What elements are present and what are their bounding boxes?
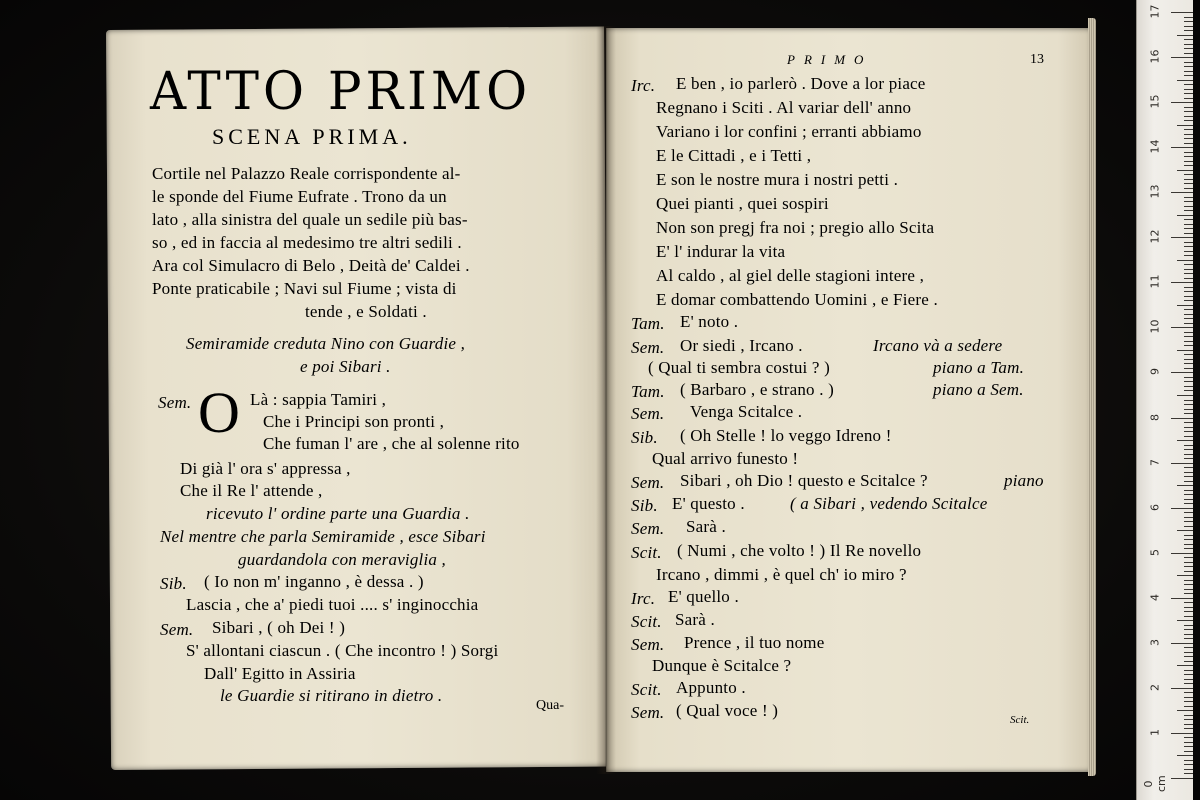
ruler-tick (1184, 580, 1193, 581)
description-line: le sponde del Fiume Eufrate . Trono da un (152, 187, 447, 206)
ruler-tick (1171, 192, 1193, 193)
ruler-tick (1171, 282, 1193, 283)
ruler-tick (1177, 575, 1193, 576)
ruler-number: 16 (1148, 49, 1162, 64)
ruler-tick (1184, 629, 1193, 630)
ruler-tick (1171, 508, 1193, 509)
description-line: so , ed in faccia al medesimo tre altri sedili . (152, 233, 462, 252)
ruler-tick (1184, 332, 1193, 333)
ruler-tick (1171, 778, 1193, 779)
speaker: Sem. (160, 620, 194, 639)
page-number: 13 (1030, 52, 1044, 67)
dialogue-text: Dunque è Scitalce ? (652, 656, 792, 675)
ruler-number: 17 (1148, 4, 1162, 19)
ruler-tick (1184, 354, 1193, 355)
ruler-tick (1184, 287, 1193, 288)
speaker: Sem. (631, 635, 665, 654)
dialogue-text: Dall' Egitto in Assiria (204, 664, 356, 683)
ruler-tick (1184, 26, 1193, 27)
ruler-tick (1184, 404, 1193, 405)
ruler-tick (1184, 156, 1193, 157)
ruler-tick (1184, 363, 1193, 364)
ruler-tick (1177, 215, 1193, 216)
ruler-number: 7 (1148, 458, 1162, 466)
characters-line: Semiramide creduta Nino con Guardie , (186, 334, 466, 353)
ruler-number: 14 (1148, 139, 1162, 154)
ruler-tick (1177, 665, 1193, 666)
ruler-tick (1177, 260, 1193, 261)
description-line: Ponte praticabile ; Navi sul Fiume ; vista di (152, 279, 457, 298)
ruler-tick (1184, 571, 1193, 572)
catchword: Qua- (536, 698, 564, 713)
dialogue-text: E' questo . (672, 494, 745, 513)
ruler-tick (1184, 44, 1193, 45)
dialogue-text: Appunto . (676, 678, 746, 697)
ruler-tick (1184, 454, 1193, 455)
ruler-tick (1184, 386, 1193, 387)
speaker: Sib. (631, 428, 658, 447)
ruler-tick (1184, 251, 1193, 252)
ruler-tick (1171, 237, 1193, 238)
ruler-tick (1184, 472, 1193, 473)
ruler-tick (1184, 557, 1193, 558)
ruler-tick (1184, 481, 1193, 482)
ruler-tick (1184, 476, 1193, 477)
dialogue-text: Di già l' ora s' appressa , (180, 459, 351, 478)
ruler-tick (1184, 188, 1193, 189)
ruler-tick (1184, 737, 1193, 738)
stage-direction: le Guardie si ritirano in dietro . (220, 686, 443, 705)
ruler-tick (1177, 80, 1193, 81)
ruler-tick (1184, 179, 1193, 180)
ruler-tick (1171, 147, 1193, 148)
dialogue-text: E' quello . (668, 587, 739, 606)
ruler-tick (1184, 490, 1193, 491)
dialogue-text: Che il Re l' attende , (180, 481, 323, 500)
ruler-tick (1184, 670, 1193, 671)
ruler-number: 9 (1148, 368, 1162, 376)
ruler-tick (1184, 341, 1193, 342)
ruler-tick (1177, 305, 1193, 306)
speaker: Sib. (160, 574, 187, 593)
speaker: Sem. (631, 703, 665, 722)
dialogue-text: Là : sappia Tamiri , (250, 390, 387, 409)
ruler-tick (1184, 769, 1193, 770)
stage-direction: piano a Sem. (933, 380, 1024, 399)
ruler-tick (1184, 409, 1193, 410)
ruler-tick (1184, 751, 1193, 752)
dialogue-text: ( Barbaro , e strano . ) (680, 380, 834, 399)
ruler-tick (1184, 39, 1193, 40)
dialogue-text: E' noto . (680, 312, 739, 331)
dialogue-text: ( Qual voce ! ) (676, 701, 779, 720)
speaker: Scit. (631, 680, 662, 699)
ruler-tick (1184, 75, 1193, 76)
speaker: Tam. (631, 314, 665, 333)
ruler-tick (1184, 692, 1193, 693)
dialogue-text: S' allontani ciascun . ( Che incontro ! ) Sorgi (186, 641, 499, 660)
ruler-tick (1184, 535, 1193, 536)
ruler-tick (1184, 30, 1193, 31)
ruler-tick (1184, 309, 1193, 310)
stage-direction: piano (1004, 471, 1044, 490)
dialogue-text: Che i Principi son pronti , (263, 412, 445, 431)
dialogue-text: Al caldo , al giel delle stagioni intere , (656, 266, 925, 285)
ruler-tick (1184, 746, 1193, 747)
ruler-tick (1171, 372, 1193, 373)
ruler-tick (1184, 93, 1193, 94)
ruler-tick (1184, 427, 1193, 428)
ruler-number: 11 (1148, 274, 1162, 289)
dialogue-text: E domar combattendo Uomini , e Fiere . (656, 290, 938, 309)
ruler-tick (1184, 400, 1193, 401)
ruler-tick (1171, 102, 1193, 103)
ruler-tick (1184, 458, 1193, 459)
ruler-tick (1184, 566, 1193, 567)
ruler-tick (1184, 242, 1193, 243)
ruler-tick (1177, 620, 1193, 621)
ruler-tick (1184, 291, 1193, 292)
speaker: Sem. (631, 519, 665, 538)
dialogue-text: Regnano i Sciti . Al variar dell' anno (656, 98, 912, 117)
ruler-tick (1184, 697, 1193, 698)
dialogue-text: E le Cittadi , e i Tetti , (656, 146, 812, 165)
ruler-tick (1171, 598, 1193, 599)
speaker: Irc. (631, 589, 656, 608)
ruler-tick (1171, 12, 1193, 13)
ruler-tick (1184, 436, 1193, 437)
dialogue-text: Ircano , dimmi , è quel ch' io miro ? (656, 565, 907, 584)
ruler-tick (1184, 413, 1193, 414)
description-line: Ara col Simulacro di Belo , Deità de' Caldei . (152, 256, 470, 275)
ruler-number: 3 (1148, 638, 1162, 646)
ruler-tick (1177, 125, 1193, 126)
dialogue-text: Variano i lor confini ; erranti abbiamo (656, 122, 922, 141)
dialogue-text: Venga Scitalce . (690, 402, 803, 421)
ruler-number: 8 (1148, 413, 1162, 421)
ruler-tick (1184, 661, 1193, 662)
ruler-tick (1184, 607, 1193, 608)
scene-title: SCENA PRIMA. (212, 124, 412, 149)
ruler-tick (1184, 107, 1193, 108)
ruler-tick (1184, 120, 1193, 121)
ruler-tick (1184, 53, 1193, 54)
ruler-tick (1171, 57, 1193, 58)
ruler-tick (1184, 323, 1193, 324)
ruler-tick (1184, 368, 1193, 369)
ruler-tick (1184, 71, 1193, 72)
ruler-number: 5 (1148, 548, 1162, 556)
ruler-tick (1171, 553, 1193, 554)
ruler-tick (1184, 674, 1193, 675)
ruler-number: 10 (1148, 319, 1162, 334)
ruler-tick (1184, 359, 1193, 360)
ruler-tick (1184, 701, 1193, 702)
ruler-tick (1184, 773, 1193, 774)
ruler-tick (1184, 296, 1193, 297)
dialogue-text: Che fuman l' are , che al solenne rito (263, 434, 520, 453)
ruler-tick (1184, 719, 1193, 720)
ruler-tick (1184, 246, 1193, 247)
dialogue-text: Quei pianti , quei sospiri (656, 194, 829, 213)
ruler-tick (1184, 602, 1193, 603)
ruler-tick (1184, 422, 1193, 423)
ruler-tick (1177, 35, 1193, 36)
ruler-tick (1184, 314, 1193, 315)
ruler-tick (1184, 233, 1193, 234)
speaker: Sem. (631, 473, 665, 492)
ruler-tick (1184, 445, 1193, 446)
ruler-tick (1184, 21, 1193, 22)
ruler-tick (1184, 138, 1193, 139)
ruler-tick (1184, 544, 1193, 545)
ruler-tick (1184, 201, 1193, 202)
dialogue-text: E' l' indurar la vita (656, 242, 786, 261)
ruler-tick (1184, 706, 1193, 707)
stage-direction: piano a Tam. (933, 358, 1025, 377)
ruler-tick (1184, 111, 1193, 112)
ruler-tick (1184, 517, 1193, 518)
ruler-tick (1184, 611, 1193, 612)
ruler-tick (1184, 625, 1193, 626)
ruler-tick (1184, 269, 1193, 270)
drop-cap: O (198, 380, 240, 445)
ruler-tick (1184, 264, 1193, 265)
dialogue-text: ( Oh Stelle ! lo veggo Idreno ! (680, 426, 892, 445)
ruler-tick (1177, 350, 1193, 351)
ruler-tick (1184, 377, 1193, 378)
ruler-tick (1184, 638, 1193, 639)
ruler-tick (1184, 431, 1193, 432)
dialogue-text: Lascia , che a' piedi tuoi .... s' inginocchia (186, 595, 479, 614)
ruler-number: 12 (1148, 229, 1162, 244)
dialogue-text: Or siedi , Ircano . (680, 336, 803, 355)
ruler-tick (1184, 728, 1193, 729)
measuring-ruler (1136, 0, 1193, 800)
stage-direction: ( a Sibari , vedendo Scitalce (790, 494, 988, 513)
dialogue-text: ( Numi , che volto ! ) Il Re novello (677, 541, 922, 560)
ruler-tick (1184, 499, 1193, 500)
ruler-number: 15 (1148, 94, 1162, 109)
ruler-tick (1184, 526, 1193, 527)
ruler-tick (1184, 512, 1193, 513)
running-header: PRIMO (787, 52, 873, 67)
ruler-tick (1177, 485, 1193, 486)
description-line: tende , e Soldati . (305, 302, 427, 321)
ruler-tick (1184, 255, 1193, 256)
ruler-tick (1184, 197, 1193, 198)
ruler-tick (1184, 345, 1193, 346)
ruler-tick (1184, 742, 1193, 743)
ruler-tick (1184, 161, 1193, 162)
ruler-tick (1184, 589, 1193, 590)
ruler-tick (1184, 134, 1193, 135)
ruler-tick (1184, 647, 1193, 648)
speaker: Sem. (158, 393, 192, 412)
ruler-tick (1184, 724, 1193, 725)
stage-direction: guardandola con meraviglia , (238, 550, 447, 569)
description-line: Cortile nel Palazzo Reale corrispondente al- (152, 164, 461, 183)
ruler-tick (1184, 616, 1193, 617)
ruler-tick (1177, 755, 1193, 756)
ruler-tick (1177, 170, 1193, 171)
ruler-tick (1177, 530, 1193, 531)
catchword: Scit. (1010, 714, 1030, 726)
ruler-tick (1184, 224, 1193, 225)
ruler-tick (1184, 539, 1193, 540)
dialogue-text: Non son pregj fra noi ; pregio allo Scita (656, 218, 935, 237)
speaker: Sib. (631, 496, 658, 515)
ruler-tick (1184, 318, 1193, 319)
ruler-tick (1184, 98, 1193, 99)
ruler-tick (1177, 395, 1193, 396)
ruler-tick (1184, 381, 1193, 382)
act-title: ATTO PRIMO (150, 60, 532, 122)
dialogue-text: ( Io non m' inganno , è dessa . ) (204, 572, 424, 591)
ruler-tick (1184, 683, 1193, 684)
stage-direction: Ircano và a sedere (873, 336, 1003, 355)
ruler-tick (1184, 62, 1193, 63)
ruler-tick (1184, 300, 1193, 301)
dialogue-text: Sarà . (686, 517, 726, 536)
ruler-tick (1184, 273, 1193, 274)
stage-direction: ricevuto l' ordine parte una Guardia . (206, 504, 470, 523)
ruler-tick (1184, 503, 1193, 504)
ruler-tick (1184, 143, 1193, 144)
ruler-tick (1184, 228, 1193, 229)
dialogue-text: Sibari , oh Dio ! questo e Scitalce ? (680, 471, 928, 490)
page-edges (1088, 18, 1096, 776)
ruler-tick (1184, 764, 1193, 765)
ruler-tick (1184, 652, 1193, 653)
ruler-tick (1184, 494, 1193, 495)
ruler-tick (1171, 463, 1193, 464)
ruler-tick (1184, 129, 1193, 130)
ruler-tick (1184, 467, 1193, 468)
dialogue-text: Sibari , ( oh Dei ! ) (212, 618, 346, 637)
ruler-tick (1184, 66, 1193, 67)
characters-line: e poi Sibari . (300, 357, 391, 376)
dialogue-text: Qual arrivo funesto ! (652, 449, 799, 468)
ruler-tick (1184, 715, 1193, 716)
description-line: lato , alla sinistra del quale un sedile più bas- (152, 210, 468, 229)
ruler-tick (1184, 89, 1193, 90)
ruler-tick (1177, 440, 1193, 441)
ruler-tick (1184, 17, 1193, 18)
ruler-tick (1171, 643, 1193, 644)
speaker: Sem. (631, 338, 665, 357)
speaker: Scit. (631, 612, 662, 631)
speaker: Scit. (631, 543, 662, 562)
ruler-tick (1184, 278, 1193, 279)
dialogue-text: E ben , io parlerò . Dove a lor piace (676, 74, 926, 93)
ruler-tick (1184, 584, 1193, 585)
ruler-tick (1184, 48, 1193, 49)
dialogue-text: Sarà . (675, 610, 715, 629)
stage-direction: Nel mentre che parla Semiramide , esce Sibari (160, 527, 486, 546)
dialogue-text: ( Qual ti sembra costui ? ) (648, 358, 830, 377)
ruler-tick (1184, 165, 1193, 166)
speaker: Tam. (631, 382, 665, 401)
ruler-tick (1184, 656, 1193, 657)
ruler-tick (1184, 206, 1193, 207)
ruler-tick (1184, 183, 1193, 184)
ruler-tick (1184, 390, 1193, 391)
ruler-tick (1184, 174, 1193, 175)
ruler-tick (1184, 152, 1193, 153)
ruler-tick (1184, 679, 1193, 680)
ruler-number: 2 (1148, 683, 1162, 691)
ruler-tick (1171, 327, 1193, 328)
dialogue-text: Prence , il tuo nome (684, 633, 825, 652)
ruler-tick (1171, 688, 1193, 689)
ruler-number: 1 (1148, 728, 1162, 736)
ruler-tick (1184, 760, 1193, 761)
ruler-tick (1184, 116, 1193, 117)
ruler-number: 6 (1148, 503, 1162, 511)
ruler-tick (1184, 336, 1193, 337)
dialogue-text: E son le nostre mura i nostri petti . (656, 170, 899, 189)
ruler-number: 13 (1148, 184, 1162, 199)
ruler-tick (1184, 634, 1193, 635)
ruler-tick (1184, 548, 1193, 549)
ruler-tick (1184, 449, 1193, 450)
speaker: Irc. (631, 76, 656, 95)
ruler-number: 0 cm (1142, 775, 1168, 792)
ruler-tick (1177, 710, 1193, 711)
ruler-tick (1171, 733, 1193, 734)
ruler-tick (1184, 562, 1193, 563)
speaker: Sem. (631, 404, 665, 423)
ruler-tick (1184, 593, 1193, 594)
ruler-tick (1184, 84, 1193, 85)
ruler-tick (1171, 418, 1193, 419)
ruler-tick (1184, 210, 1193, 211)
ruler-tick (1184, 219, 1193, 220)
ruler-number: 4 (1148, 593, 1162, 601)
ruler-tick (1184, 521, 1193, 522)
